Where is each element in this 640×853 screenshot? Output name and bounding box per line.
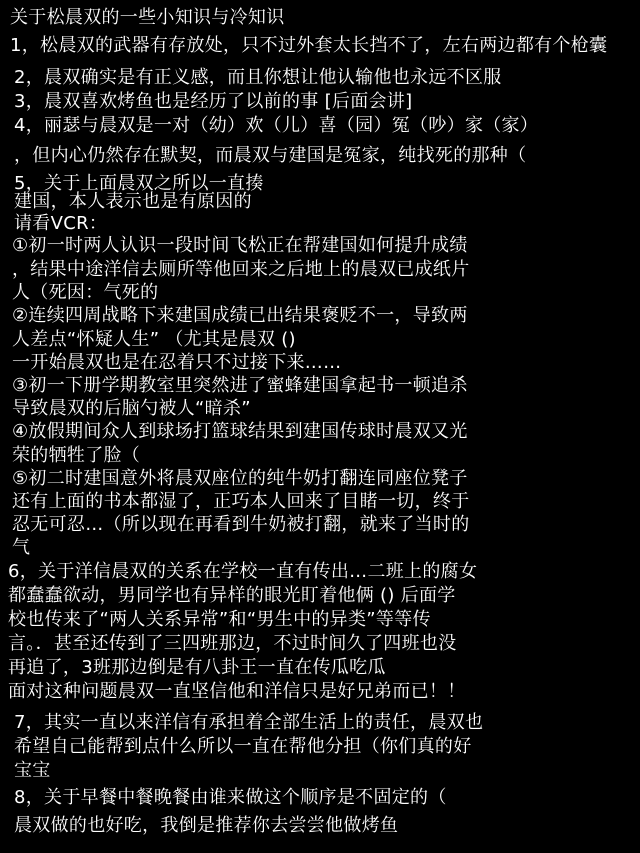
note-line: 气 xyxy=(12,537,31,558)
note-line: 宝宝 xyxy=(14,760,51,781)
note-line: 还有上面的书本都湿了，正巧本人回来了目睹一切，终于 xyxy=(12,491,470,512)
note-line: 6，关于洋信晨双的关系在学校一直有传出…二班上的腐女 xyxy=(8,561,478,582)
note-line: 人差点“怀疑人生” （尤其是晨双 () xyxy=(12,329,296,350)
note-line: 晨双做的也好吃，我倒是推荐你去尝尝他做烤鱼 xyxy=(14,815,399,836)
note-line: ④放假期间众人到球场打篮球结果到建国传球时晨双又光 xyxy=(12,421,468,442)
note-line: 1，松晨双的武器有存放处，只不过外套太长挡不了，左右两边都有个枪囊 xyxy=(10,35,608,56)
note-line: 导致晨双的后脑勺被人“暗杀” xyxy=(12,398,251,419)
note-line: ③初一下册学期教室里突然进了蜜蜂建国拿起书一顿追杀 xyxy=(12,375,468,396)
note-line: 再追了，3班那边倒是有八卦王一直在传瓜吃瓜 xyxy=(8,657,386,678)
note-title: 关于松晨双的一些小知识与冷知识 xyxy=(10,7,285,28)
note-line: 4，丽瑟与晨双是一对（幼）欢（儿）喜（园）冤（吵）家（家） xyxy=(14,115,539,136)
note-line: ②连续四周战略下来建国成绩已出结果褒贬不一，导致两 xyxy=(12,305,468,326)
note-line: 校也传来了“两人关系异常”和“男生中的异类”等等传 xyxy=(8,609,431,630)
note-line: 3，晨双喜欢烤鱼也是经历了以前的事 [后面会讲] xyxy=(14,91,413,112)
note-line: 荣的牺牲了脸（ xyxy=(12,445,141,466)
note-line: 5，关于上面晨双之所以一直揍 xyxy=(14,173,264,194)
note-line: 面对这种问题晨双一直坚信他和洋信只是好兄弟而已！！ xyxy=(8,681,466,702)
note-line: 言。．甚至还传到了三四班那边，不过时间久了四班也没 xyxy=(8,633,457,654)
note-line: 建国，本人表示也是有原因的 xyxy=(14,191,252,212)
note-line: 2，晨双确实是有正义感，而且你想让他认输他也永远不区服 xyxy=(14,67,502,88)
note-line: 都蠢蠢欲动，男同学也有异样的眼光盯着他俩 () 后面学 xyxy=(8,585,456,606)
note-line: 7，其实一直以来洋信有承担着全部生活上的责任，晨双也 xyxy=(14,712,484,733)
note-line: ，结果中途洋信去厕所等他回来之后地上的晨双已成纸片 xyxy=(12,259,470,280)
note-line: 希望自己能帮到点什么所以一直在帮他分担（你们真的好 xyxy=(14,736,472,757)
note-line: 忍无可忍…（所以现在再看到牛奶被打翻，就来了当时的 xyxy=(12,514,470,535)
note-line: ①初一时两人认识一段时间飞松正在帮建国如何提升成绩 xyxy=(12,235,468,256)
note-line: ，但内心仍然存在默契，而晨双与建国是冤家，纯找死的那种（ xyxy=(14,145,527,166)
note-line: 一开始晨双也是在忍着只不过接下来…… xyxy=(12,352,342,373)
note-line: 请看VCR： xyxy=(14,213,108,234)
note-line: ⑤初二时建国意外将晨双座位的纯牛奶打翻连同座位凳子 xyxy=(12,468,468,489)
note-line: 8，关于早餐中餐晚餐由谁来做这个顺序是不固定的（ xyxy=(14,787,447,808)
note-line: 人（死因：气死的 xyxy=(12,282,159,303)
